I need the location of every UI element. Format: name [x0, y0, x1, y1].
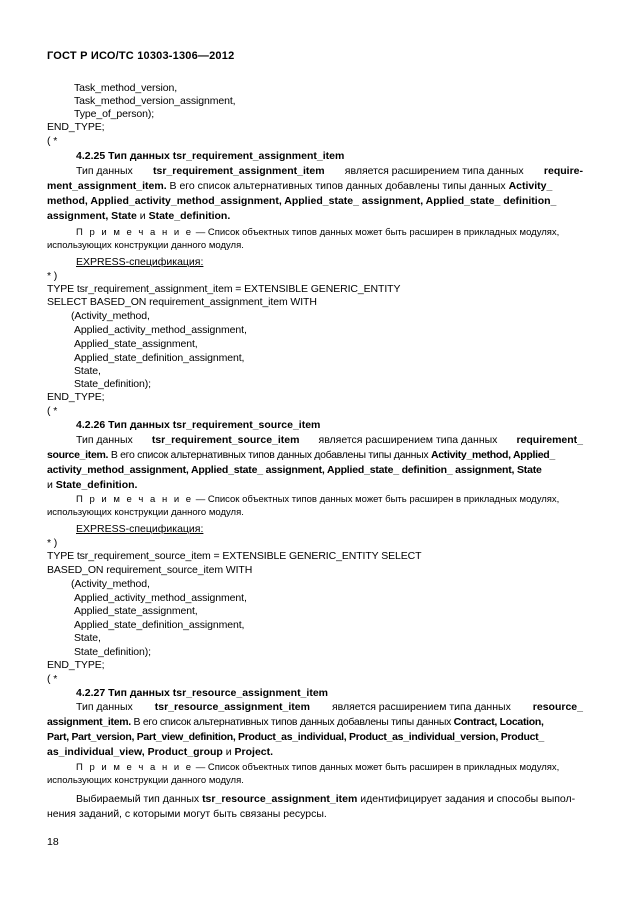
- code-line: Applied_state_definition_assignment,: [74, 619, 245, 631]
- paragraph: Тип данных tsr_requirement_assignment_item является расширением типа данных require- ment_assignment_item. В его список альтернативных типов данных добавлены типы данных Activity_ method, Applied_activity_method_assignment, Applied_state_ assignment, Applied_state_ definition_ assignment, State и State_definition.: [47, 165, 583, 222]
- code-line: (Activity_method,: [71, 310, 150, 322]
- note: П р и м е ч а н и е — Список объектных типов данных может быть расширен в прикладных модулях, использующих конструкции данного модуля.: [47, 762, 560, 786]
- paragraph: Тип данных tsr_resource_assignment_item является расширением типа данных resource_ assignment_item. В его список альтернативных типов данных добавлены типы данных Contract, Location, Part, Part_version, Part_view_definition, Product_as_individual, Product_as_individual_version, Product_ as_individual_view, Product_group и Project.: [47, 701, 583, 758]
- code-line: Task_method_version_assignment,: [74, 95, 236, 107]
- code-line: ( *: [47, 135, 58, 147]
- code-line: Type_of_person);: [74, 108, 155, 120]
- section-heading: 4.2.25 Тип данных tsr_requirement_assignment_item: [76, 150, 345, 162]
- code-line: BASED_ON requirement_source_item WITH: [47, 564, 253, 576]
- code-line: State_definition);: [74, 378, 152, 390]
- page-number: 18: [47, 836, 59, 848]
- code-line: END_TYPE;: [47, 659, 105, 671]
- code-line: (Activity_method,: [71, 578, 150, 590]
- code-line: State,: [74, 365, 101, 377]
- code-line: State,: [74, 632, 101, 644]
- code-line: SELECT BASED_ON requirement_assignment_item WITH: [47, 296, 317, 308]
- code-line: ( *: [47, 673, 58, 685]
- code-line: Applied_activity_method_assignment,: [74, 592, 247, 604]
- code-line: END_TYPE;: [47, 121, 105, 133]
- note: П р и м е ч а н и е — Список объектных типов данных может быть расширен в прикладных модулях, использующих конструкции данного модуля.: [47, 494, 560, 518]
- paragraph: Выбираемый тип данных tsr_resource_assignment_item идентифицирует задания и способы выпол- нения заданий, с которыми могут быть связаны ресурсы.: [47, 793, 576, 820]
- code-line: TYPE tsr_requirement_assignment_item = EXTENSIBLE GENERIC_ENTITY: [47, 283, 401, 295]
- code-line: TYPE tsr_requirement_source_item = EXTENSIBLE GENERIC_ENTITY SELECT: [47, 550, 422, 562]
- code-line: END_TYPE;: [47, 391, 105, 403]
- note: П р и м е ч а н и е — Список объектных типов данных может быть расширен в прикладных модулях, использующих конструкции данного модуля.: [47, 227, 560, 251]
- express-label: EXPRESS-спецификация:: [76, 523, 204, 535]
- code-line: State_definition);: [74, 646, 152, 658]
- section-heading: 4.2.26 Тип данных tsr_requirement_source_item: [76, 419, 321, 431]
- code-line: Applied_state_definition_assignment,: [74, 352, 245, 364]
- code-line: Applied_state_assignment,: [74, 605, 198, 617]
- code-line: * ): [47, 537, 58, 549]
- section-heading: 4.2.27 Тип данных tsr_resource_assignment_item: [76, 687, 328, 699]
- code-line: Task_method_version,: [74, 82, 178, 94]
- code-line: * ): [47, 270, 58, 282]
- code-line: ( *: [47, 405, 58, 417]
- code-line: Applied_state_assignment,: [74, 338, 198, 350]
- express-label: EXPRESS-спецификация:: [76, 256, 204, 268]
- paragraph: Тип данных tsr_requirement_source_item является расширением типа данных requirement_ source_item. В его список альтернативных типов данных добавлены типы данных Activity_method, Applied_ activity_method_assignment, Applied_state_ assignment, Applied_state_ definition_ assignment, State и State_definition.: [47, 434, 583, 491]
- code-line: Applied_activity_method_assignment,: [74, 324, 247, 336]
- document-header: ГОСТ Р ИСО/ТС 10303-1306—2012: [47, 50, 235, 62]
